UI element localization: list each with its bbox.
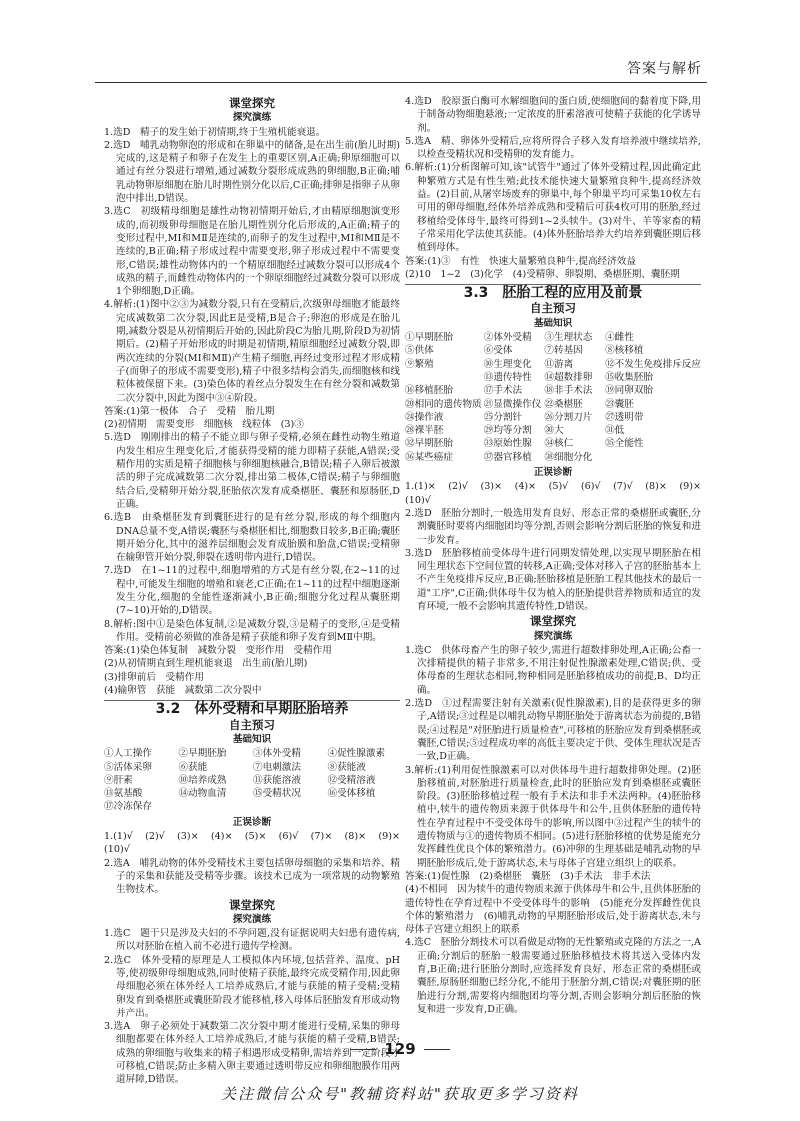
keyword: ㊲器官移植 bbox=[483, 451, 532, 463]
keyword: ⑪游离 bbox=[544, 358, 574, 370]
answer-item: 4.解析:(1)图中②③为减数分裂,只有在受精后,次级卵母细胞才能最终完成减数第二次分裂,因此E是受精,B是合子;卵泡的形成是在胎儿期,减数分裂是从初情期后开始的,因此阶段C为胎儿期,阶段D为初情期后。(2)精子开始形成的时期是初情期,精原细胞经过减数分裂,即两次连续的分裂(MⅠ和MⅡ)产生精子细胞,再经过变形过程才形成精子(而卵子的形成不需要变形),精子中很多结构会消失,而细胞核和线粒体被保留下来。(3)染色体的着丝点分裂发生在有丝分裂和减数第二次分裂中,因此为图中③④阶段。 bbox=[104, 299, 400, 404]
keyword: ⑥获能 bbox=[178, 761, 208, 773]
keyword: ⑰冷冻保存 bbox=[104, 801, 152, 813]
keyword: ⑦电刺激法 bbox=[253, 761, 301, 773]
answer-item: 1.选C 供体母畜产生的卵子较少,需进行超数排卵处理,A正确;公畜一次排精提供的精子非常多,不用注射促性腺激素处理,C错误;供、受体母畜的生理状态相同,物种相同是胚胎移植成功的前提,B、D均正确。 bbox=[405, 644, 701, 696]
keyword: ⑲同卵双胎 bbox=[605, 385, 654, 397]
page-number bbox=[0, 1040, 800, 1058]
answer-item: 4.选D 胶原蛋白酶可水解细胞间的蛋白质,使细胞间的黏着度下降,用于制备动物细胞悬液;一定浓度的肝素溶液可使精子获能的化学诱导剂。 bbox=[405, 96, 701, 134]
keyword: ㉜早期胚胎 bbox=[405, 438, 453, 450]
section-heading: 课堂探究 bbox=[229, 897, 275, 912]
keyword: ⑫不发生免疫排斥反应 bbox=[605, 358, 701, 370]
keyword: ⑭动物血清 bbox=[178, 788, 227, 800]
keyword: ⑬氨基酸 bbox=[104, 788, 143, 800]
keyword: ⑨肝素 bbox=[104, 774, 133, 786]
answer-item: 2.选D 胚胎分割时,一般选用发育良好、形态正常的桑椹胚或囊胚,分割囊胚时要将内细胞团均等分割,否则会影响分割后胚胎的恢复和进一步发育。 bbox=[405, 507, 701, 546]
keyword: ㊱某些癌症 bbox=[405, 451, 453, 463]
keyword: ⑫受精溶液 bbox=[327, 774, 376, 786]
answer-item: 2.选D 哺乳动物卵泡的形成和在卵巢中的储备,是在出生前(胎儿时期)完成的,这是精子和卵子在发生上的重要区别,A正确;卵原细胞可以通过有丝分裂进行增殖,通过减数分裂形成成熟的卵细胞,B正确;哺乳动物卵原细胞在胎儿时期性别分化以后,C正确;排卵是指卵子从卵泡中排出,D错误。 bbox=[104, 139, 401, 205]
keyword: ㉒桑椹胚 bbox=[544, 398, 583, 410]
answer-item: 6.选B 由桑椹胚发育到囊胚进行的是有丝分裂,形成的每个细胞内DNA总量不变,A错误;囊胚与桑椹胚相比,细胞数目较多,B正确;囊胚期开始分化,其中的滋养层细胞会发育成胎膜和胎盘,C错误;受精卵在输卵管开始分裂,卵裂在透明带内进行,D错误。 bbox=[104, 512, 400, 564]
keyword: ⑦转基因 bbox=[544, 345, 583, 357]
keyword: ⑥受体 bbox=[483, 345, 513, 357]
keyword: ⑨繁殖 bbox=[405, 358, 434, 370]
section-heading: 自主预习 bbox=[229, 717, 275, 732]
keyword: ㉟全能性 bbox=[605, 438, 644, 450]
answer-item: 1.选D 精子的发生始于初情期,终于生殖机能衰退。 bbox=[104, 126, 326, 138]
subsection-heading: 正误诊断 bbox=[232, 816, 272, 828]
keyword: ①人工操作 bbox=[104, 748, 152, 760]
keyword: ⑯移植胚胎 bbox=[405, 385, 453, 397]
keyword: ⑯受体移植 bbox=[327, 788, 376, 800]
keyword: ㉕分割针 bbox=[483, 411, 523, 423]
keyword-grid bbox=[405, 331, 701, 464]
answer-item: 6.解析:(1)分析图解可知,该"试管牛"通过了体外受精过程,因此确定此种繁殖方式是有性生殖;此技术能快速大量繁殖良种牛,提高经济效益。(2)目前,从屠宰场废弃的卵巢中,每个卵巢平均可采集10枚左右可用的卵母细胞,经体外培养成熟和受精后可获4枚可用的胚胎,经过移植给受体母牛,最终可得到1~2头犊牛。(3)对牛、羊等家畜的精子常采用化学法使其获能。(4)体外胚胎培养大约培养到囊胚期后移植到母体。 bbox=[405, 162, 701, 254]
keyword: ②体外受精 bbox=[483, 332, 532, 344]
header-divider bbox=[95, 82, 707, 83]
answer-item: 2.选C 体外受精的原理是人工模拟体内环境,包括营养、温度、pH等,使初级卵母细胞成熟,同时使精子获能,最终完成受精作用,因此卵母细胞必须在体外经人工培养成熟后,才能与获能的精子受精;受精卵发育到桑椹胚或囊胚阶段才能移植,移入母体后胚胎发育形成动物并产出。 bbox=[104, 954, 400, 1019]
keyword: ⑬遗传特性 bbox=[483, 371, 532, 383]
keyword: ④促性腺激素 bbox=[327, 748, 386, 760]
answer-key: (4)不相同 因为犊牛的遗传物质来源于供体母牛和公牛,且供体胚胎的遗传特性在孕育过程中不受受体母牛的影响 (5)能充分发挥雌性优良个体的繁殖潜力 (6)哺乳动物的早期胚胎形成后,处于游离状态,未与母体子宫建立组织上的联系 bbox=[405, 884, 701, 936]
keyword: ㉖分割刀片 bbox=[544, 411, 593, 423]
answer-key: (2)初情期 需要变形 细胞核 线粒体 (3)③ bbox=[104, 419, 304, 431]
header-title: 答案与解析 bbox=[627, 61, 702, 77]
keyword: ㉔操作液 bbox=[405, 411, 444, 423]
answer-item: 3.选A 卵子必须处于减数第二次分裂中期才能进行受精,采集的卵母细胞都要在体外经人工培养成熟后,才能与获能的精子受精,B错误;成熟的卵细胞与收集来的精子相遇形成受精卵,需培养到一定阶段才可移植,C错误;防止多精入卵主要通过透明带反应和卵细胞膜作用两道屏障,D错误。 bbox=[104, 1021, 400, 1086]
page-number-dash-right bbox=[424, 1049, 450, 1050]
section-heading: 课堂探究 bbox=[530, 614, 576, 629]
subsection-heading: 基础知识 bbox=[533, 317, 573, 329]
answer-key: (4)输卵管 获能 减数第二次分裂中 bbox=[104, 685, 262, 697]
answer-item: 5.选A 精、卵体外受精后,应将所得合子移入发育培养液中继续培养,以检查受精状况和受精卵的发育能力。 bbox=[405, 135, 701, 161]
keyword: ⑱非手术法 bbox=[544, 385, 593, 397]
subsection-heading: 探究演练 bbox=[232, 913, 272, 925]
keyword: ⑮受精状况 bbox=[253, 788, 301, 800]
answer-item: 2.选D ①过程需要注射有关激素(促性腺激素),目的是获得更多的卵子,A错误;③过程是以哺乳动物早期胚胎处于游离状态为前提的,B错误;④过程是"对胚胎进行质量检查",可移植的胚胎应发育到桑椹胚或囊胚,C错误;⑤过程成功率的高低主要决定于供、受体生理状况是否一致,D正确。 bbox=[405, 698, 701, 763]
keyword: ㉞核仁 bbox=[544, 438, 574, 450]
keyword: ①早期胚胎 bbox=[405, 332, 453, 344]
keyword: ㉘裸半胚 bbox=[405, 425, 444, 437]
answer-item: 2.选A 哺乳动物的体外受精技术主要包括卵母细胞的采集和培养、精子的采集和获能及受精等步骤。该技术已成为一项常规的动物繁殖生物技术。 bbox=[104, 857, 400, 896]
answer-key: (3)排卵前后 受精作用 bbox=[104, 671, 204, 683]
keyword: ⑳相同的遗传物质 bbox=[405, 398, 482, 410]
keyword: ②早期胚胎 bbox=[178, 748, 227, 760]
answer-item: 7.选D 在1~11的过程中,细胞增殖的方式是有丝分裂,在2~11的过程中,可能发生细胞的增殖和衰老,C正确;在1~11的过程中细胞逐渐发生分化,细胞的全能性逐渐减小,B正确;细胞分化过程从囊胚期(7~10)开始的,D错误。 bbox=[104, 565, 400, 617]
answer-item: 5.选D 刚刚排出的精子不能立即与卵子受精,必须在雌性动物生殖道内发生相应生理变化后,才能获得受精的能力即精子获能,A错误;受精作用的实质是精子细胞核与卵细胞核融合,B错误;精子入卵后被激活的卵子完成减数第二次分裂,排出第二极体,C错误;精子与卵细胞结合后,受精卵开始分裂,胚胎依次发育成桑椹胚、囊胚和原肠胚,D正确。 bbox=[104, 432, 400, 510]
keyword: ⑧核移植 bbox=[605, 345, 644, 357]
true-false-answers: 1.(1)√ (2)√ (3)× (4)× (5)× (6)√ (7)× (8)× (9)× (10)√ bbox=[104, 831, 410, 856]
true-false-answers: 1.(1)× (2)√ (3)× (4)× (5)√ (6)√ (7)√ (8)× (9)× (10)√ bbox=[405, 481, 711, 506]
section-heading: 自主预习 bbox=[530, 301, 576, 316]
keyword bbox=[405, 371, 482, 384]
chapter-title: 3.2 体外受精和早期胚胎培养 bbox=[104, 700, 400, 716]
keyword: ③生理状态 bbox=[544, 332, 593, 344]
keyword: ㉑显微操作仪 bbox=[483, 398, 542, 410]
subsection-heading: 正误诊断 bbox=[533, 467, 573, 479]
answer-item: 1.选C 题干只是涉及夫妇的不孕问题,没有证据说明夫妇患有遗传病,所以对胚胎在植入前不必进行遗传学检测。 bbox=[104, 928, 400, 953]
keyword: ⑮收集胚胎 bbox=[605, 371, 654, 383]
answer-item: 8.解析:图中①是染色体复制,②是减数分裂,③是精子的变形,④是受精作用。受精前必须做的准备是精子获能和卵子发育到MⅡ中期。 bbox=[104, 618, 400, 643]
keyword: ④雌性 bbox=[605, 332, 634, 344]
keyword: ㉙均等分割 bbox=[483, 425, 532, 437]
keyword: ㉗透明带 bbox=[605, 411, 644, 423]
keyword: ⑤供体 bbox=[405, 345, 434, 357]
keyword: ㉝原始性腺 bbox=[483, 438, 532, 450]
answer-key: 答案:(1)促性腺 (2)桑椹胚 囊胚 (3)手术法 非手术法 bbox=[405, 870, 651, 882]
chapter-title: 3.3 胚胎工程的应用及前景 bbox=[405, 284, 701, 300]
keyword: ㉛低 bbox=[605, 425, 625, 437]
answer-item: 3.解析:(1)利用促性腺激素可以对供体母牛进行超数排卵处理。(2)胚胎移植前,对胚胎进行质量检查,此时的胚胎应发育到桑椹胚或囊胚阶段。(3)胚胎移植过程一般有手术法和非手术法两种。(4)胚胎移植中,犊牛的遗传物质来源于供体母牛和公牛,且供体胚胎的遗传特性在孕育过程中不受受体母牛的影响,所以图中③过程产生的犊牛的遗传物质与①的遗传物质不相同。(5)进行胚胎移植的优势是能充分发挥雌性优良个体的繁殖潜力。(6)冲卵的生理基础是哺乳动物的早期胚胎形成后,处于游离状态,未与母体子宫建立组织上的联系。 bbox=[405, 764, 701, 869]
answer-key: 答案:(1)③ 有性 快速大量繁殖良种牛,提高经济效益 bbox=[405, 255, 636, 267]
subsection-heading: 探究演练 bbox=[232, 112, 272, 124]
keyword: ㉚大 bbox=[544, 425, 564, 437]
subsection-heading: 基础知识 bbox=[232, 733, 272, 745]
keyword-grid bbox=[104, 747, 400, 813]
page-number-text: 129 bbox=[384, 1040, 416, 1058]
footer-note: 关注微信公众号"教辅资料站"获取更多学习资料 bbox=[221, 1085, 579, 1103]
keyword: ㉓囊胚 bbox=[605, 398, 634, 410]
answer-key: 答案:(1)第一极体 合子 受精 胎儿期 bbox=[104, 405, 275, 417]
keyword: ⑩培养成熟 bbox=[178, 774, 227, 786]
keyword: ⑤活体采卵 bbox=[104, 761, 152, 773]
keyword bbox=[605, 451, 701, 464]
keyword: ⑪获能溶液 bbox=[253, 774, 301, 786]
left-column bbox=[104, 95, 410, 1087]
answer-key: 答案:(1)染色体复制 减数分裂 变形作用 受精作用 bbox=[104, 645, 332, 657]
subsection-heading: 探究演练 bbox=[533, 630, 573, 642]
answer-key: (2)从初情期直到生理机能衰退 出生前(胎儿期) bbox=[104, 658, 308, 670]
answer-item: 3.选C 初级精母细胞是雄性动物初情期开始后,才由精原细胞演变形成的,而初级卵母细胞是在胎儿期性别分化后形成的,A正确;精子的变形过程中,MⅠ和MⅡ是连续的,而卵子的发生过程中,MⅠ和MⅡ是不连续的,B正确;精子形成过程中需要变形,卵子形成过程中不需要变形,C错误;雄性动物体内的一个精原细胞经过减数分裂可以形成4个成熟的精子,而雌性动物体内的一个卵原细胞经过减数分裂可以形成1个卵细胞,D正确。 bbox=[104, 206, 400, 298]
answer-key: (2)10 1~2 (3)化学 (4)受精卵、卵裂期、桑椹胚期、囊胚期 bbox=[405, 268, 680, 280]
keyword: ⑰手术法 bbox=[483, 385, 523, 397]
keyword: ⑩生理变化 bbox=[483, 358, 532, 370]
keyword: ⑭超数排卵 bbox=[544, 371, 593, 383]
section-heading: 课堂探究 bbox=[229, 96, 275, 110]
keyword: ③体外受精 bbox=[253, 748, 301, 760]
answer-item: 4.选C 胚胎分割技术可以看做是动物的无性繁殖或克隆的方法之一,A正确;分割后的胚胎一般需要通过胚胎移植技术将其送入受体内发育,B正确;进行胚胎分割时,应选择发育良好、形态正常的桑椹胚或囊胚,原肠胚细胞已经分化,不能用于胚胎分割,C错误;对囊胚期的胚胎进行分割,需要将内细胞团均等分割,否则会影响分割后胚胎的恢复和进一步发育,D正确。 bbox=[405, 937, 701, 1015]
page-number-dash-left bbox=[350, 1049, 376, 1050]
right-column bbox=[405, 95, 711, 1016]
answer-item: 3.选D 胚胎移植前受体母牛进行同期发情处理,以实现早期胚胎在相同生理状态下空间位置的转移,A正确;受体对移入子宫的胚胎基本上不产生免疫排斥反应,B正确;胚胎移植是胚胎工程其他技术的最后一道"工序",C正确;供体母牛仅为植入的胚胎提供营养物质和适宜的发育环境,一般不会影响其遗传特性,D错误。 bbox=[405, 547, 701, 612]
keyword: ⑧获能液 bbox=[327, 761, 366, 773]
keyword: ㊳细胞分化 bbox=[544, 451, 593, 463]
